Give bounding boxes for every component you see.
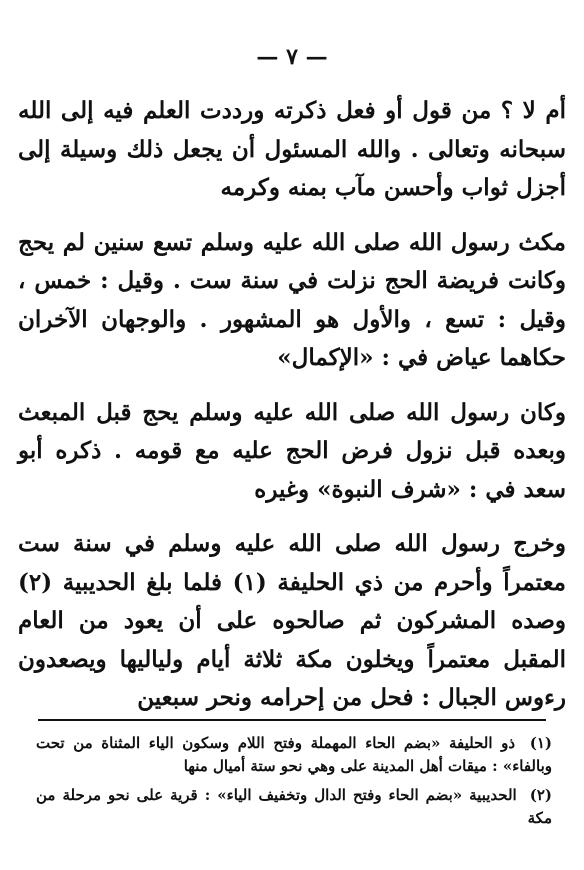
- paragraph-intro-end: أم لا ؟ من قول أو فعل ذكرته ورددت العلم فيه إلى الله سبحانه وتعالى . والله المسئول أن يجعل ذلك وسيلة إلى أجزل ثواب وأحسن مآب بمنه وكرمه: [18, 97, 566, 201]
- footnotes: [36, 732, 552, 830]
- paragraph-hajj-before-mission: وكان رسول الله صلى الله عليه وسلم يحج قبل المبعث وبعده قبل نزول فرض الحج عليه مع قومه . ذكره أبو سعد في : «شرف النبوة» وغيره: [18, 398, 566, 503]
- footnote-marker: (١): [529, 734, 552, 752]
- footnote-text: ذو الحليفة «بضم الحاء المهملة وفتح اللام وسكون الياء المثناة من تحت وبالفاء» : ميقات أهل المدينة على وهي نحو ستة أميال منها: [36, 734, 552, 775]
- footnote-marker: (٢): [529, 786, 552, 804]
- footnote-1: [36, 732, 552, 778]
- paragraph-hajj-obligation: مكث رسول الله صلى الله عليه وسلم تسع سنين لم يحج وكانت فريضة الحج نزلت في سنة ست . وقيل : خمس ، وقيل : تسع ، والأول هو المشهور . والوجهان الآخران حكاهما عياض في : «الإكمال»: [18, 228, 566, 371]
- footnote-divider: [38, 719, 546, 721]
- main-text: [18, 92, 566, 718]
- paragraph-umrah-hudaybiyyah: وخرج رسول الله صلى الله عليه وسلم في سنة ست معتمراً وأحرم من ذي الحليفة (١) فلما بلغ الحديبية (٢) وصده المشركون ثم صالحوه على أن يعود من العام المقبل معتمراً ويخلون مكة ثلاثة أيام ولياليها ويصعدون رءوس الجبال : فحل من إحرامه ونحر سبعين: [18, 530, 566, 711]
- footnote-text: الحديبية «بضم الحاء وفتح الدال وتخفيف الياء» : قرية على نحو مرحلة من مكة: [36, 786, 552, 827]
- book-page: [14, 0, 570, 870]
- footnote-2: [36, 784, 552, 830]
- page-number: — ٧ —: [256, 44, 328, 70]
